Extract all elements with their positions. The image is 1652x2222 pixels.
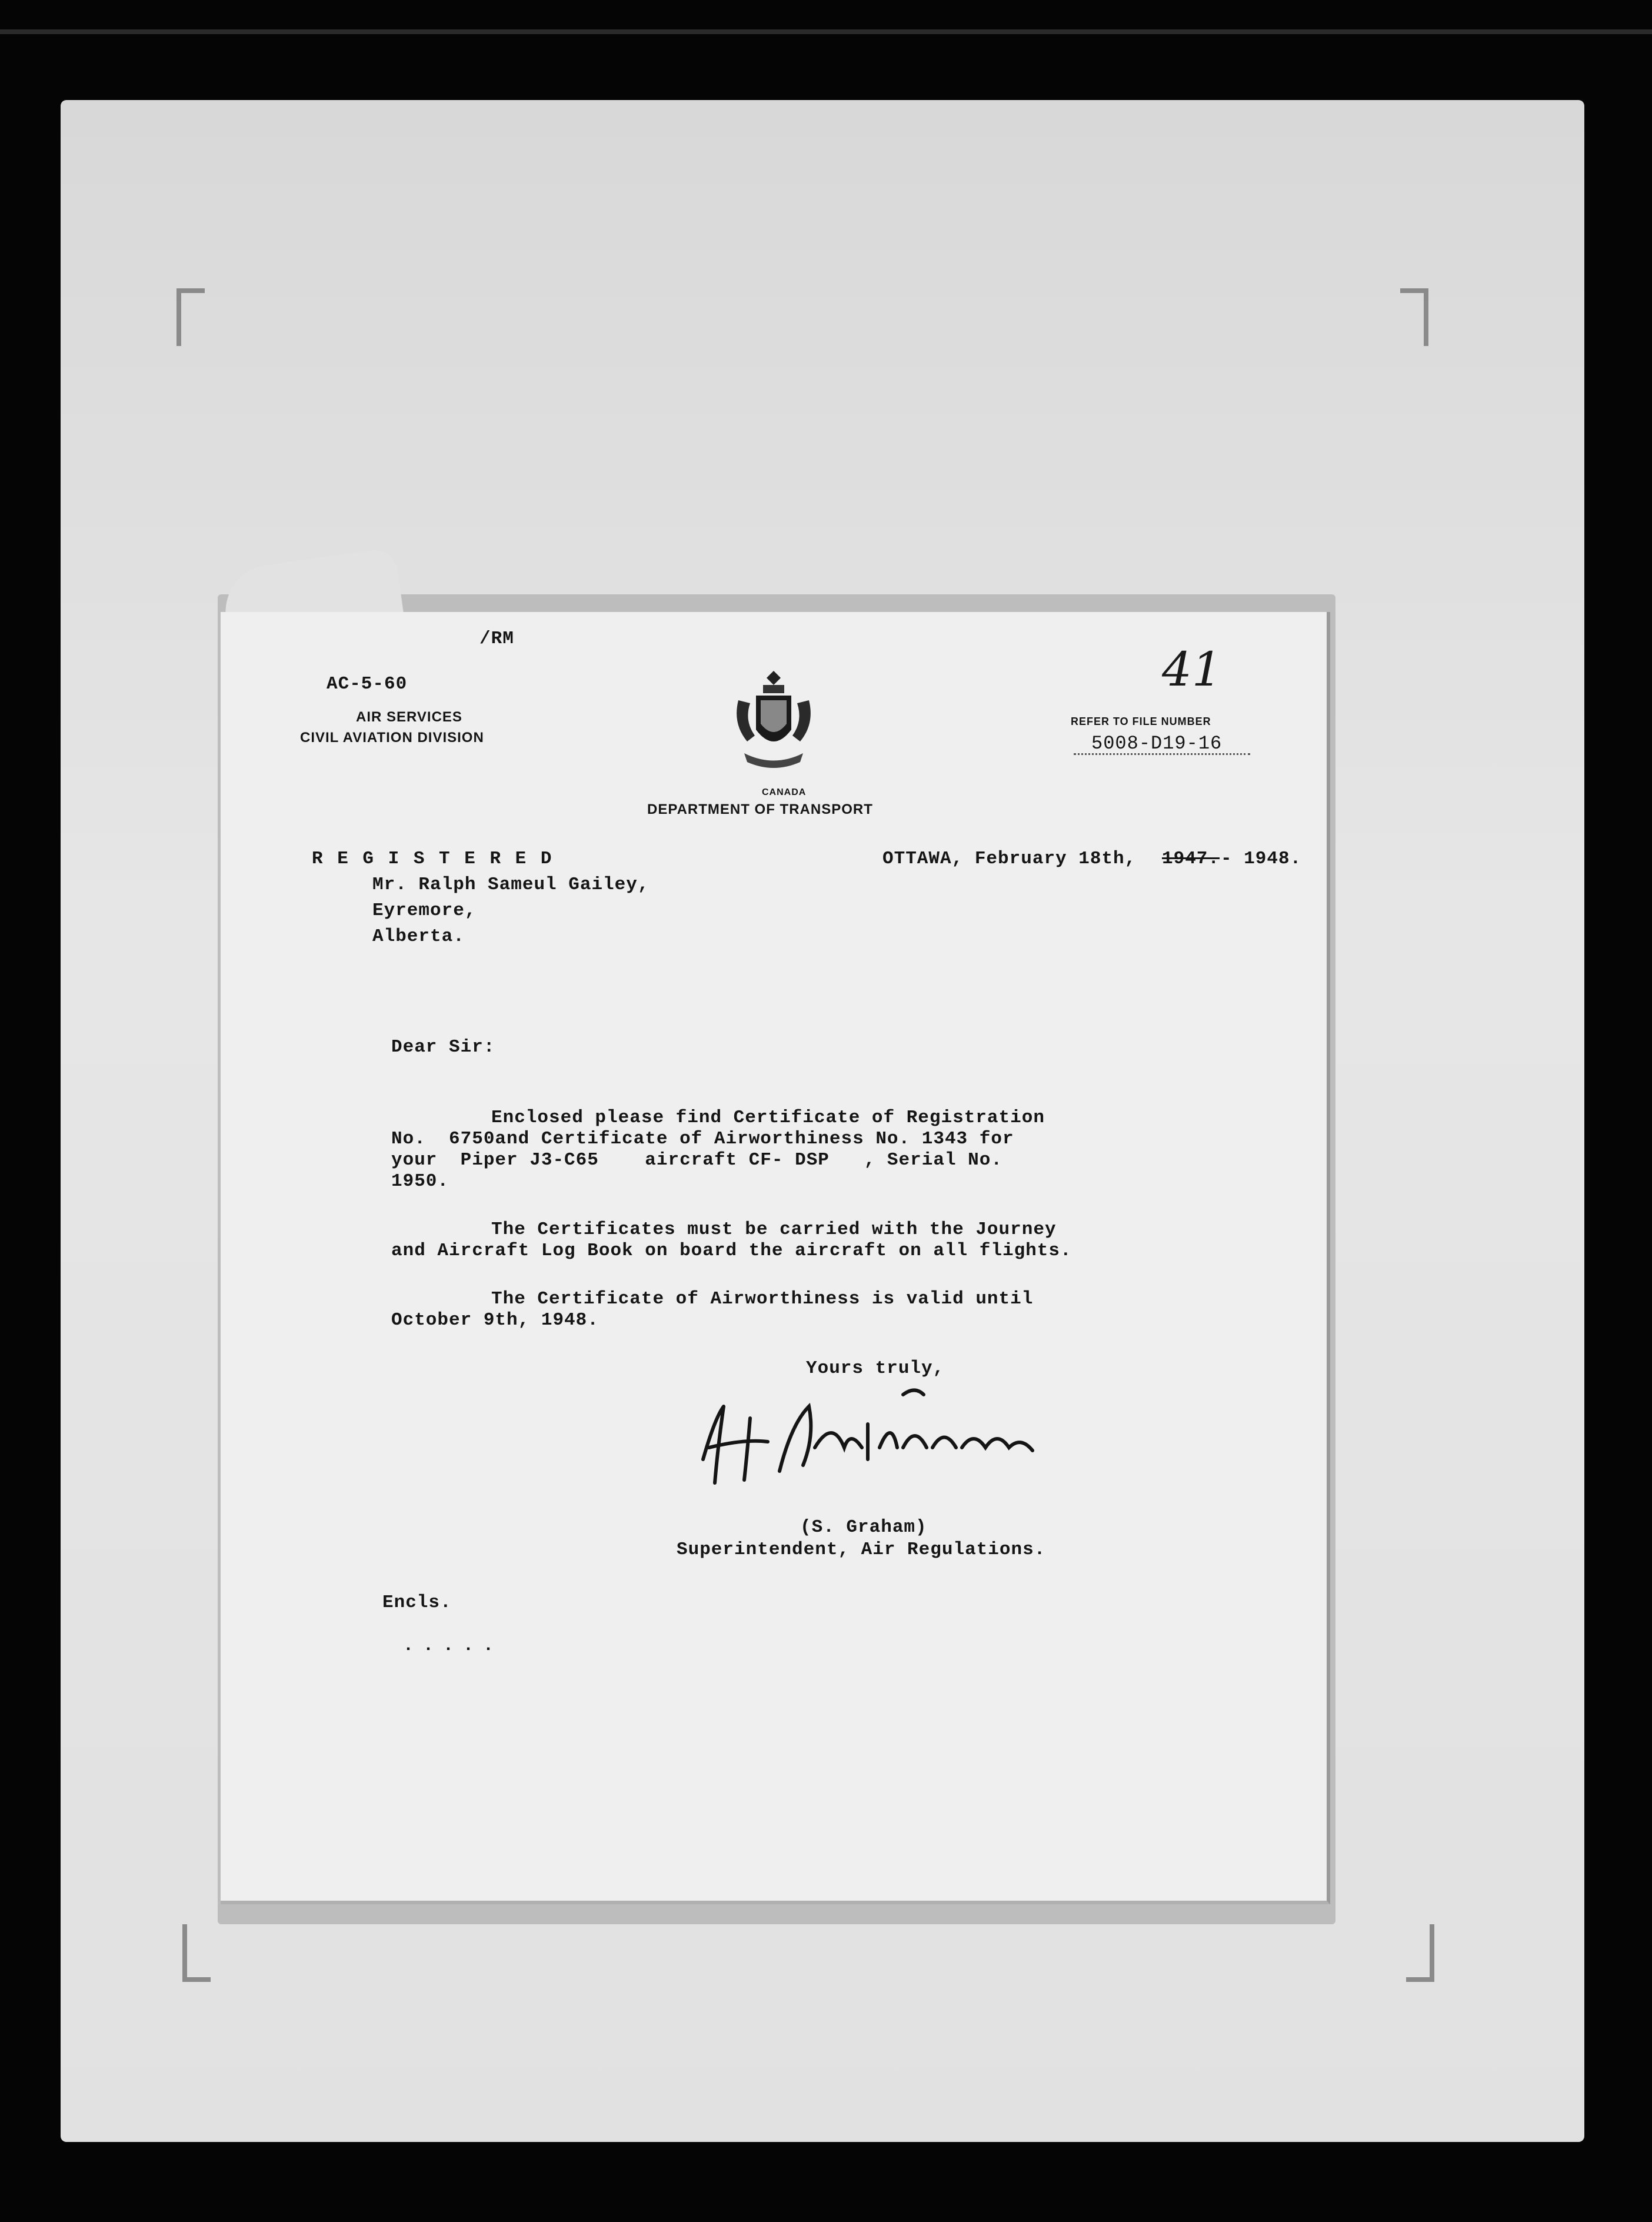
letter-sheet [221,612,1330,1904]
svg-text:41: 41 [1162,642,1222,697]
paragraph-2-line-2: and Aircraft Log Book on board the aircraft on all flights. [391,1240,1072,1261]
file-code: AC-5-60 [327,674,408,694]
refer-file-number: 5008-D19-16 [1091,733,1223,754]
country-label: CANADA [762,787,807,797]
signatory-name: (S. Graham) [800,1517,927,1538]
file-number-rule [1074,753,1250,755]
handwritten-page-number [1162,642,1222,697]
paragraph-1-line-3: your Piper J3-C65 aircraft CF- DSP , Serial No. [391,1150,1002,1170]
salutation: Dear Sir: [391,1037,495,1057]
struck-year: 1947. [1162,849,1220,869]
paragraph-1-line-1: Enclosed please find Certificate of Registration [491,1107,1045,1128]
recipient-province: Alberta. [372,926,465,947]
film-top-line [0,29,1652,34]
refer-to-file-label: REFER TO FILE NUMBER [1071,716,1211,727]
paragraph-1-line-4: 1950. [391,1171,449,1192]
letter-year: - 1948. [1221,849,1302,869]
crop-mark-bottom-right [1406,1924,1434,1982]
department-name: DEPARTMENT OF TRANSPORT [647,801,873,817]
letter-place-date: OTTAWA, February 18th, [882,849,1137,869]
closing: Yours truly, [806,1358,945,1379]
crop-mark-top-right [1400,288,1428,346]
crop-mark-bottom-left [182,1924,211,1982]
handwritten-signature [691,1383,1056,1489]
paragraph-2-line-1: The Certificates must be carried with the Journey [491,1219,1057,1240]
paragraph-3-line-2: October 9th, 1948. [391,1310,599,1330]
recipient-name: Mr. Ralph Sameul Gailey, [372,874,650,895]
signatory-title: Superintendent, Air Regulations. [677,1539,1046,1560]
division-name: CIVIL AVIATION DIVISION [300,730,484,746]
typist-initials: /RM [479,628,514,649]
crop-mark-top-left [176,288,205,346]
enclosures-note: Encls. [382,1592,452,1613]
trailing-dots: ..... [403,1636,504,1656]
recipient-town: Eyremore, [372,900,477,921]
paragraph-1-line-2: No. 6750and Certificate of Airworthiness No. 1343 for [391,1129,1014,1149]
paragraph-3-line-1: The Certificate of Airworthiness is valid until [491,1289,1034,1309]
air-services-line: AIR SERVICES [356,709,462,725]
registered-mark: R E G I S T E R E D [312,849,554,869]
coat-of-arms-icon [727,665,821,777]
